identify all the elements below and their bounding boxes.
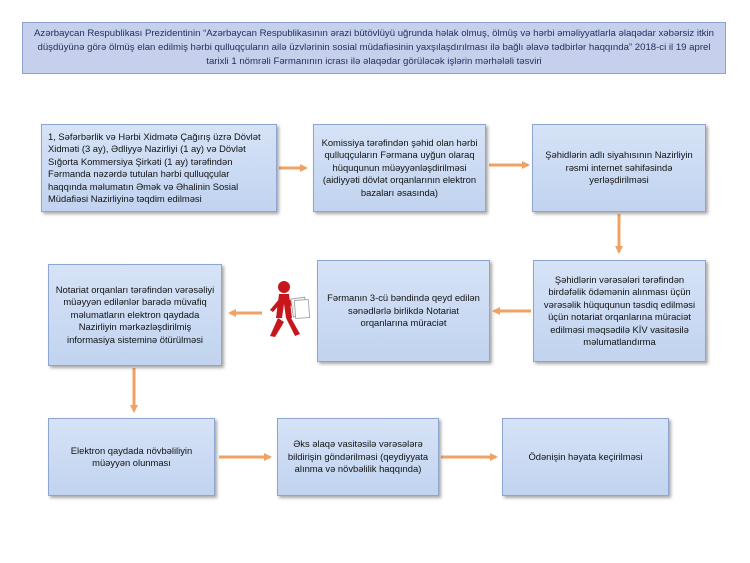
step-3-text: Şəhidlərin adlı siyahısının Nazirliyin rəsmi internet səhifəsində yerləşdirilməsi: [545, 149, 693, 186]
step-8-text: Əks əlaqə vasitəsilə vərəsələrə bildirişin göndərilməsi (qeydiyyata alınma və növbəlilik haqqında): [287, 438, 429, 475]
step-8-box: [277, 418, 439, 496]
step-5-box: [317, 260, 490, 362]
diagram-title-text: Azərbaycan Respublikası Prezidentinin “Azərbaycan Respublikasının ərazi bütövlüyü uğrunda həlak olmuş, ölmüş və hərbi əməliyyatlarla əlaqədar xəbərsiz itkin düşdüyünə görə ölmüş elan edilmiş hərbi qulluqçuların ailə üzvlərinin sosial müdafiəsinin yaxşılaşdırılması ilə bağlı əlavə tədbirlər haqqında” 2018-ci il 19 aprel tarixli 1 nömrəli Fərmanının icrası ilə əlaqədar görüləcək işlərin mərhələli təsviri: [34, 28, 714, 67]
step-2-box: [313, 124, 486, 212]
step-7-box: [48, 418, 215, 496]
step-1-box: [41, 124, 277, 212]
step-6-box: [48, 264, 222, 366]
step-9-box: [502, 418, 669, 496]
step-4-text: Şəhidlərin vərəsələri tərəfindən birdəfəlik ödəmənin alınması üçün vərəsəlik hüququnun təsdiq edilməsi üçün notariat orqanlarına müraciət edilməsi məqsədilə KİV vasitəsilə məlumatlandırma: [543, 273, 696, 347]
step-1-text: 1, Səfərbərlik və Hərbi Xidmətə Çağırış üzrə Dövlət Xidməti (3 ay), Ədliyyə Nazirliyi (1 ay) və Dövlət Sığorta Kommersiya Şirkəti (1 ay) tərəfindən Fərmanda nəzərdə tutulan hərbi qulluqçular haqqında məlumatın Əmək və Əhalinin Sosial Müdafiəsi Nazirliyinə təqdim edilməsi: [48, 130, 261, 204]
step-2-text: Komissiya tərəfindən şəhid olan hərbi qulluqçuların Fərmana uyğun olaraq hüququnun müəyyənləşdirilməsi (aidiyyəti dövlət orqanlarının elektron bazaları əsasında): [321, 136, 478, 198]
step-6-text: Notariat orqanları tərəfindən vərəsəliyi müəyyən edilənlər barədə müvafiq məlumatların elektron qaydada Nazirliyin mərkəzləşdirilmiş informasiya sisteminə ötürülməsi: [55, 283, 215, 345]
person-carrying-documents-icon: [270, 281, 310, 337]
step-4-box: [533, 260, 706, 362]
step-7-text: Elektron qaydada növbəliliyin müəyyən olunması: [70, 444, 193, 468]
step-3-box: [532, 124, 706, 212]
step-9-text: Ödənişin həyata keçirilməsi: [528, 450, 643, 462]
step-5-text: Fərmanın 3-cü bəndində qeyd edilən sənədlərlə birlikdə Notariat orqanlarına müraciət: [327, 292, 480, 329]
